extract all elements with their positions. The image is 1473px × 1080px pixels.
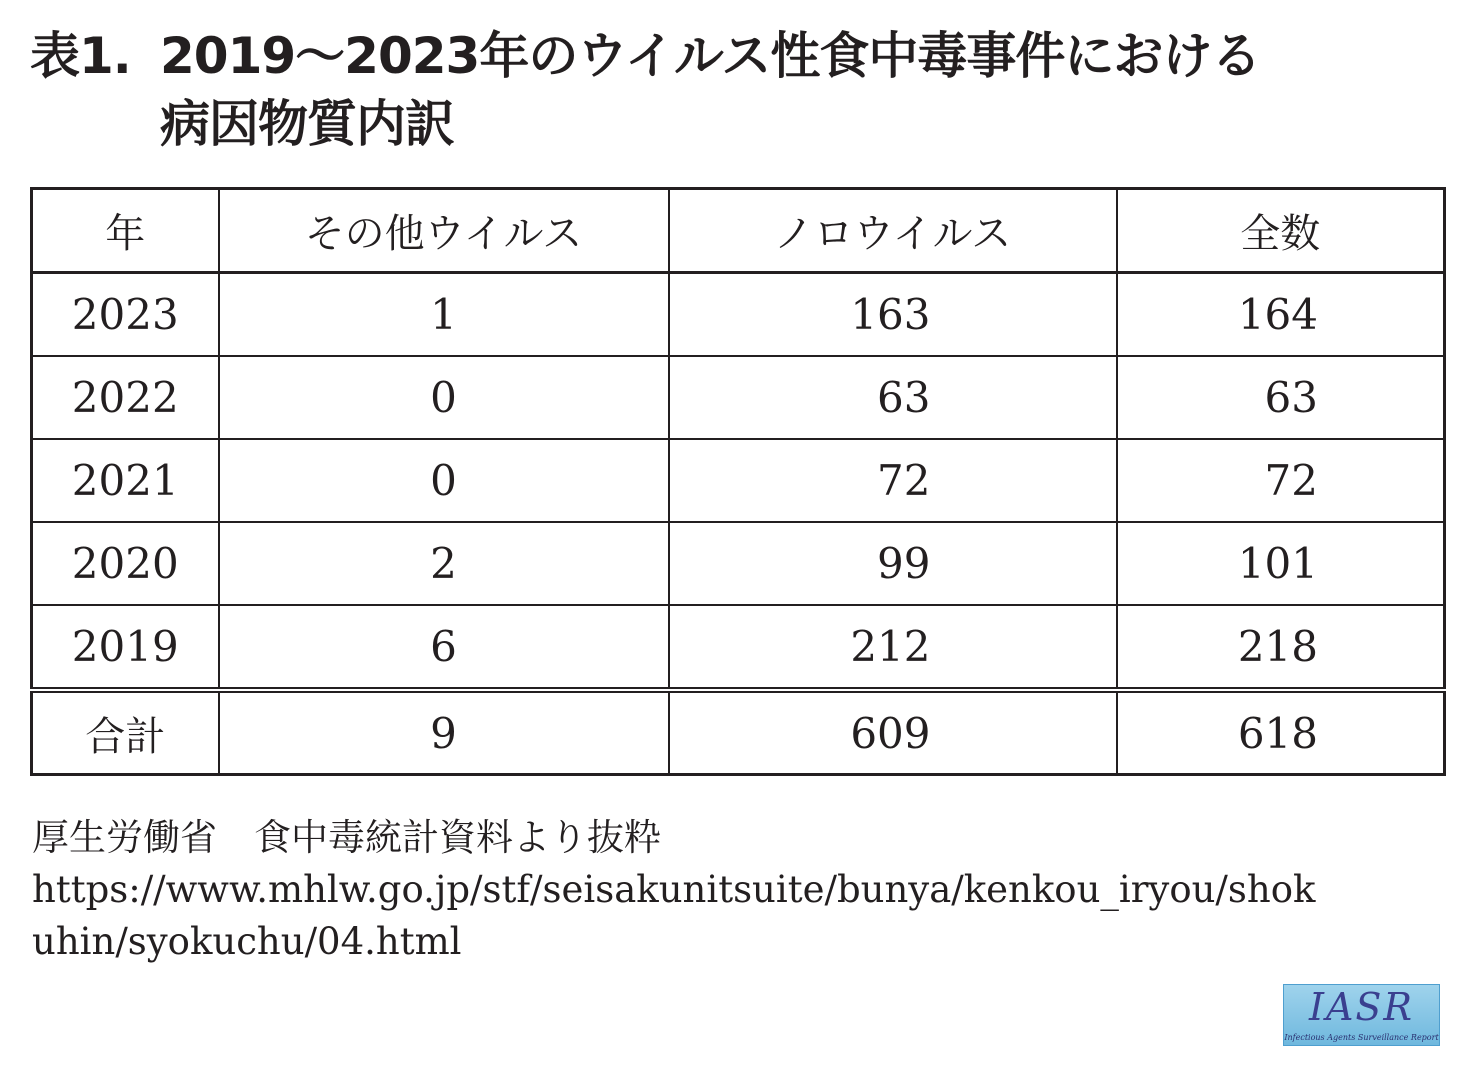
- cell-total: 164: [1117, 273, 1445, 357]
- cell-year: 2020: [32, 522, 219, 605]
- total-label: 合計: [32, 690, 219, 775]
- cell-total: 63: [1117, 356, 1445, 439]
- iasr-logo: [1283, 984, 1440, 1046]
- source-url[interactable]: https://www.mhlw.go.jp/stf/seisakunitsuite/bunya/kenkou_iryou/shokuhin/syokuchu/04.html: [32, 868, 1316, 963]
- title-line-1: 2019〜2023年のウイルス性食中毒事件における: [160, 27, 1261, 85]
- cell-year: 2019: [32, 605, 219, 690]
- table-number: 表1.: [30, 27, 131, 85]
- cell-year: 2021: [32, 439, 219, 522]
- cell-norovirus: 63: [669, 356, 1117, 439]
- total-other-virus: 9: [219, 690, 669, 775]
- table-row: [32, 439, 1445, 522]
- logo-sub-text: Infectious Agents Surveillance Report: [1284, 1033, 1439, 1042]
- total-row: [32, 690, 1445, 775]
- table-row: [32, 522, 1445, 605]
- virus-food-poisoning-table: [30, 187, 1446, 776]
- header-total: 全数: [1117, 189, 1445, 273]
- cell-norovirus: 99: [669, 522, 1117, 605]
- cell-other-virus: 1: [219, 273, 669, 357]
- table-row: [32, 356, 1445, 439]
- cell-norovirus: 163: [669, 273, 1117, 357]
- cell-norovirus: 212: [669, 605, 1117, 690]
- header-row: [32, 189, 1445, 273]
- header-other-virus: その他ウイルス: [219, 189, 669, 273]
- cell-other-virus: 2: [219, 522, 669, 605]
- cell-year: 2022: [32, 356, 219, 439]
- cell-total: 101: [1117, 522, 1445, 605]
- table-title: [30, 22, 1260, 158]
- total-norovirus: 609: [669, 690, 1117, 775]
- header-year: 年: [32, 189, 219, 273]
- source-note: [32, 812, 1322, 968]
- cell-norovirus: 72: [669, 439, 1117, 522]
- cell-other-virus: 0: [219, 356, 669, 439]
- table-row: [32, 273, 1445, 357]
- cell-total: 218: [1117, 605, 1445, 690]
- cell-total: 72: [1117, 439, 1445, 522]
- title-line-2: 病因物質内訳: [160, 95, 454, 153]
- total-all: 618: [1117, 690, 1445, 775]
- cell-other-virus: 0: [219, 439, 669, 522]
- cell-other-virus: 6: [219, 605, 669, 690]
- source-title: 厚生労働省 食中毒統計資料より抜粋: [32, 816, 661, 859]
- logo-main-text: IASR: [1308, 985, 1415, 1029]
- cell-year: 2023: [32, 273, 219, 357]
- table-row: [32, 605, 1445, 690]
- header-norovirus: ノロウイルス: [669, 189, 1117, 273]
